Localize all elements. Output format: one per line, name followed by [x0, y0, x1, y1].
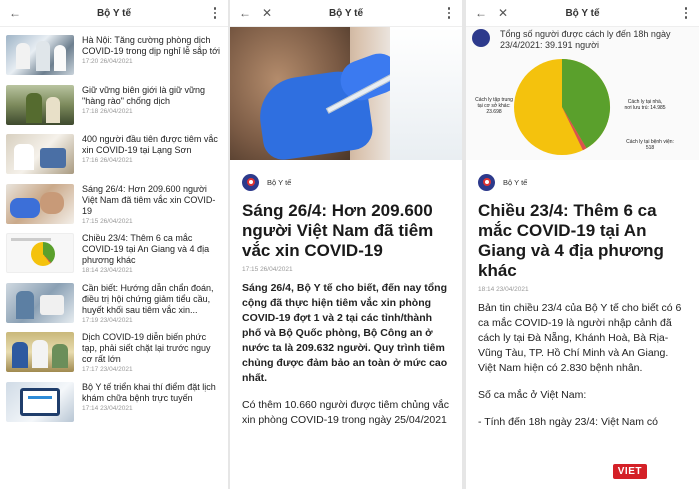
news-list — [0, 27, 228, 431]
list-item[interactable] — [6, 184, 222, 234]
close-icon[interactable]: ✕ — [261, 6, 273, 20]
news-thumbnail — [6, 184, 74, 224]
news-thumbnail — [6, 332, 74, 372]
list-item[interactable] — [6, 332, 222, 382]
news-time: 17:15 26/04/2021 — [82, 217, 133, 225]
app-title: Bộ Y tế — [96, 7, 132, 19]
news-headline: Giữ vững biên giới là giữ vững "hàng rào" chống dịch — [82, 84, 206, 106]
ministry-logo-icon — [478, 174, 495, 191]
chart-label-hospital: Cách ly tại bệnh viện: 518 — [626, 139, 674, 151]
article-hero-chart — [466, 27, 699, 160]
app-bar — [466, 0, 699, 27]
news-time: 17:16 26/04/2021 — [82, 157, 133, 164]
chart-label-home: Cách ly tại nhà, nơi lưu trú: 14.985 — [624, 99, 666, 111]
news-headline: Bộ Y tế triển khai thí điểm đặt lịch khám chữa bệnh trực tuyến — [82, 381, 216, 403]
article-title: Chiều 23/4: Thêm 6 ca mắc COVID-19 tại An Giang và 4 địa phương khác — [478, 201, 664, 280]
news-thumbnail — [6, 134, 74, 174]
news-headline: Dịch COVID-19 diễn biến phức tạp, phải siết chặt lại trước nguy cơ rất lớn — [82, 332, 211, 364]
list-item[interactable] — [6, 85, 222, 135]
news-thumbnail — [6, 233, 74, 273]
source-name: Bộ Y tế — [267, 177, 292, 187]
news-thumbnail — [6, 283, 74, 323]
article-paragraph: Có thêm 10.660 người được tiêm chủng vắc xin phòng COVID-19 trong ngày 25/04/2021 — [242, 399, 450, 426]
article-paragraph: - Tính đến 18h ngày 23/4: Việt Nam có — [478, 416, 658, 428]
ministry-logo-icon — [242, 174, 259, 191]
news-time: 17:19 23/04/2021 — [82, 316, 133, 324]
chart-label-central: Cách ly tập trung tại cơ sở khác: 23.698 — [475, 97, 513, 115]
article-time: 17:15 26/04/2021 — [242, 266, 293, 273]
close-icon[interactable]: ✕ — [497, 6, 509, 20]
quarantine-pie-chart — [512, 57, 612, 160]
more-menu-icon[interactable] — [206, 3, 224, 23]
news-thumbnail — [6, 85, 74, 125]
article-panel-vaccine — [230, 0, 462, 489]
article-panel-cases — [466, 0, 699, 489]
article-body — [230, 273, 462, 428]
news-headline: Chiều 23/4: Thêm 6 ca mắc COVID-19 tại An Giang và 4 địa phương khác — [82, 233, 210, 265]
article-source — [466, 160, 699, 193]
news-list-panel — [0, 0, 228, 489]
app-title: Bộ Y tế — [328, 7, 364, 19]
news-time: 17:18 26/04/2021 — [82, 107, 133, 115]
news-thumbnail — [6, 382, 74, 422]
news-headline: Sáng 26/4: Hơn 209.600 người Việt Nam đã tiêm vắc xin COVID-19 — [82, 183, 216, 216]
list-item[interactable] — [6, 382, 222, 432]
news-time: 17:20 26/04/2021 — [82, 58, 133, 65]
list-item[interactable] — [6, 134, 222, 184]
more-menu-icon[interactable] — [440, 3, 458, 23]
news-headline: Hà Nội: Tăng cường phòng dịch COVID-19 trong dịp nghỉ lễ sắp tới — [82, 35, 220, 56]
source-name: Bộ Y tế — [503, 177, 528, 187]
more-menu-icon[interactable] — [677, 3, 695, 23]
back-arrow-icon[interactable]: ← — [475, 6, 487, 20]
news-headline: 400 người đầu tiên được tiêm vắc xin COVID-19 tại Lạng Sơn — [82, 134, 218, 155]
list-item[interactable] — [6, 233, 222, 283]
news-thumbnail — [6, 35, 74, 75]
back-arrow-icon[interactable]: ← — [9, 6, 21, 20]
app-bar — [0, 0, 228, 27]
article-time: 18:14 23/04/2021 — [478, 286, 529, 293]
app-title: Bộ Y tế — [565, 7, 600, 19]
article-paragraph: Sáng 26/4, Bộ Y tế cho biết, đến nay tổng cộng đã thực hiện tiêm vắc xin phòng COVID-19 đợt 1 và 2 tại các tỉnh/thành phố và Bộ Quốc phòng, Bộ Công an ở nước ta là 209.632 người. Quy trình tiêm chủng được đảm bảo an toàn ở mức cao nhất. — [242, 282, 448, 384]
site-watermark-logo: VIET — [613, 464, 647, 479]
news-time: 17:17 23/04/2021 — [82, 366, 133, 373]
news-time: 17:14 23/04/2021 — [82, 404, 133, 412]
news-time: 18:14 23/04/2021 — [82, 267, 133, 274]
back-arrow-icon[interactable]: ← — [239, 6, 251, 20]
article-source — [230, 160, 462, 193]
article-paragraph: Bản tin chiều 23/4 của Bộ Y tế cho biết có 6 ca mắc COVID-19 là người nhập cảnh đã cách ly tại Đà Nẵng, Khánh Hoà, Bà Rịa- Vũng Tàu, TP. Hồ Chí Minh và An Giang. Việt Nam hiện có 2.830 bệnh nhân. — [478, 302, 682, 374]
list-item[interactable] — [6, 35, 222, 85]
app-bar — [230, 0, 462, 27]
article-hero-image — [230, 27, 462, 160]
article-body — [466, 293, 699, 430]
article-paragraph: Số ca mắc ở Việt Nam: — [478, 389, 587, 401]
news-headline: Cần biết: Hướng dẫn chẩn đoán, điều trị hội chứng giảm tiểu cầu, huyết khối sau tiêm vắc xin... — [82, 282, 214, 315]
article-title: Sáng 26/4: Hơn 209.600 người Việt Nam đã tiêm vắc xin COVID-19 — [242, 201, 434, 260]
list-item[interactable] — [6, 283, 222, 333]
chart-heading: Tổng số người được cách ly đến 18h ngày 23/4/2021: 39.191 người — [500, 29, 671, 50]
